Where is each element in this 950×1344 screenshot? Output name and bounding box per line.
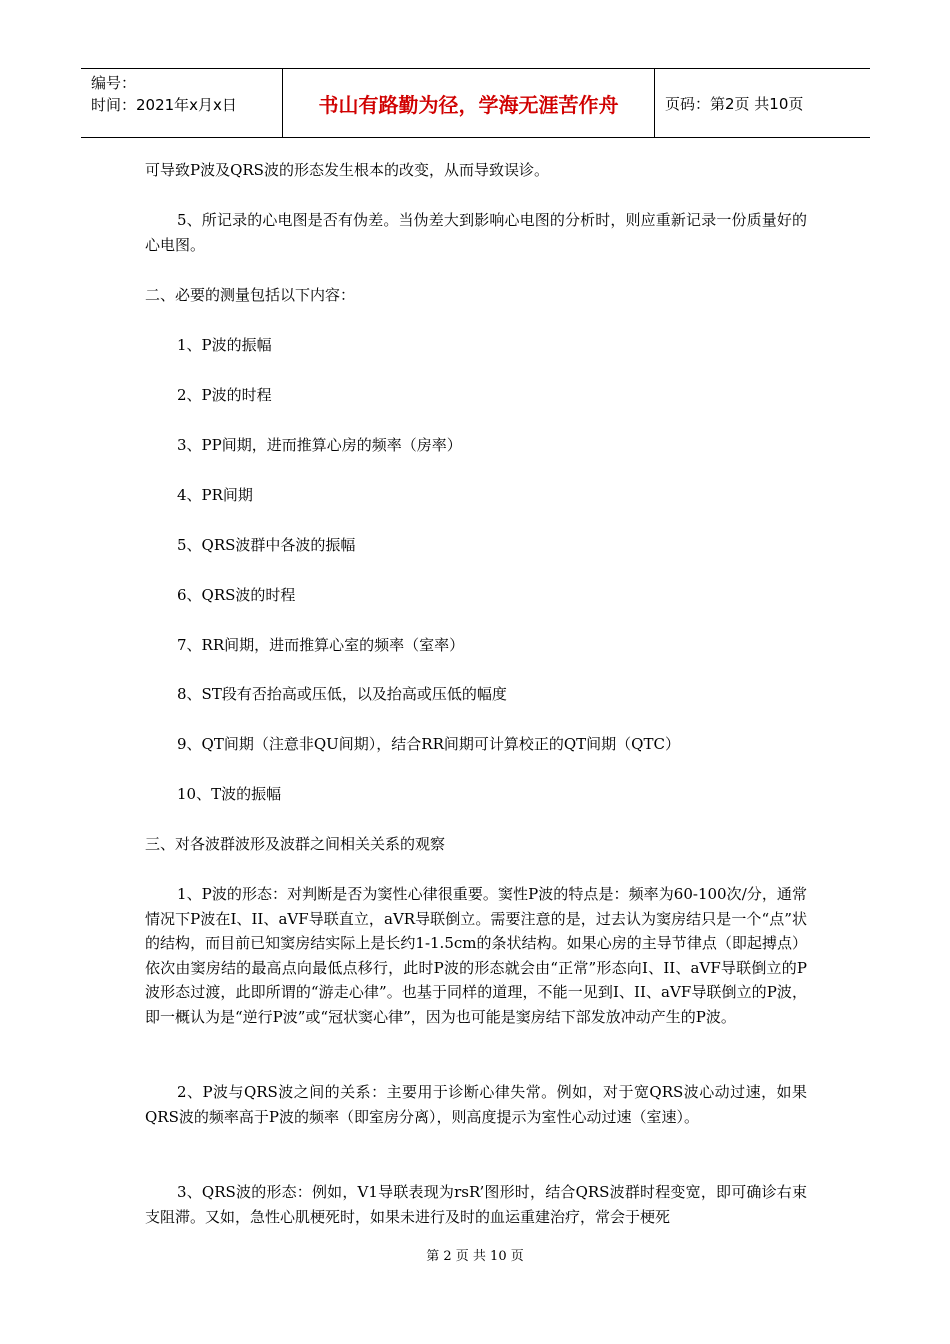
list-item: 5、QRS波群中各波的振幅 (177, 536, 356, 554)
paragraph: 可导致P波及QRS波的形态发生根本的改变，从而导致误诊。 (145, 161, 549, 179)
header-meta (81, 69, 283, 137)
list-item: 7、RR间期，进而推算心室的频率（室率） (177, 636, 465, 654)
page-footer: 第 2 页 共 10 页 (426, 1249, 524, 1264)
list-item: 4、PR间期 (177, 486, 253, 504)
page-header (81, 68, 870, 138)
list-item: 9、QT间期（注意非QU间期），结合RR间期可计算校正的QT间期（QTC） (177, 735, 680, 753)
paragraph: 2、P波与QRS波之间的关系：主要用于诊断心律失常。例如，对于宽QRS波心动过速，如果QRS波的频率高于P波的频率（即室房分离），则高度提示为室性心动过速（室速）。 (145, 1083, 807, 1126)
header-page-label: 页码：第2页 共10页 (665, 94, 804, 113)
list-item: 1、P波的振幅 (177, 336, 272, 354)
header-motto: 书山有路勤为径，学海无涯苦作舟 (283, 69, 655, 137)
list-item: 3、PP间期，进而推算心房的频率（房率） (177, 436, 462, 454)
list-item: 10、T波的振幅 (177, 785, 282, 803)
paragraph: 1、P波的形态：对判断是否为窦性心律很重要。窦性P波的特点是：频率为60-100次/分，通常情况下P波在I、II、aVF导联直立，aVR导联倒立。需要注意的是，过去认为窦房结只是一个“点”状的结构，而目前已知窦房结实际上是长约1-1.5cm的条状结构。如果心房的主导节律点（即起搏点）依次由窦房结的最高点向最低点移行，此时P波的形态就会由“正常”形态向I、II、aVF导联倒立的P波形态过渡，此即所谓的“游走心律”。也基于同样的道理，不能一见到I、II、aVF导联倒立的P波，即一概认为是“逆行P波”或“冠状窦心律”，因为也可能是窦房结下部发放冲动产生的P波。 (145, 885, 807, 1026)
document-time-label: 时间：2021年x月x日 (91, 96, 237, 114)
document-number-label: 编号： (91, 74, 137, 92)
list-item: 2、P波的时程 (177, 386, 272, 404)
paragraph: 5、所记录的心电图是否有伪差。当伪差大到影响心电图的分析时，则应重新记录一份质量好的心电图。 (145, 211, 807, 254)
section-heading: 三、对各波群波形及波群之间相关关系的观察 (145, 835, 446, 853)
list-item: 6、QRS波的时程 (177, 586, 296, 604)
section-heading: 二、必要的测量包括以下内容： (145, 286, 356, 304)
list-item: 8、ST段有否抬高或压低，以及抬高或压低的幅度 (177, 685, 507, 703)
paragraph: 3、QRS波的形态：例如，V1导联表现为rsR’图形时，结合QRS波群时程变宽，即可确诊右束支阻滞。又如，急性心肌梗死时，如果未进行及时的血运重建治疗，常会于梗死 (145, 1183, 807, 1226)
